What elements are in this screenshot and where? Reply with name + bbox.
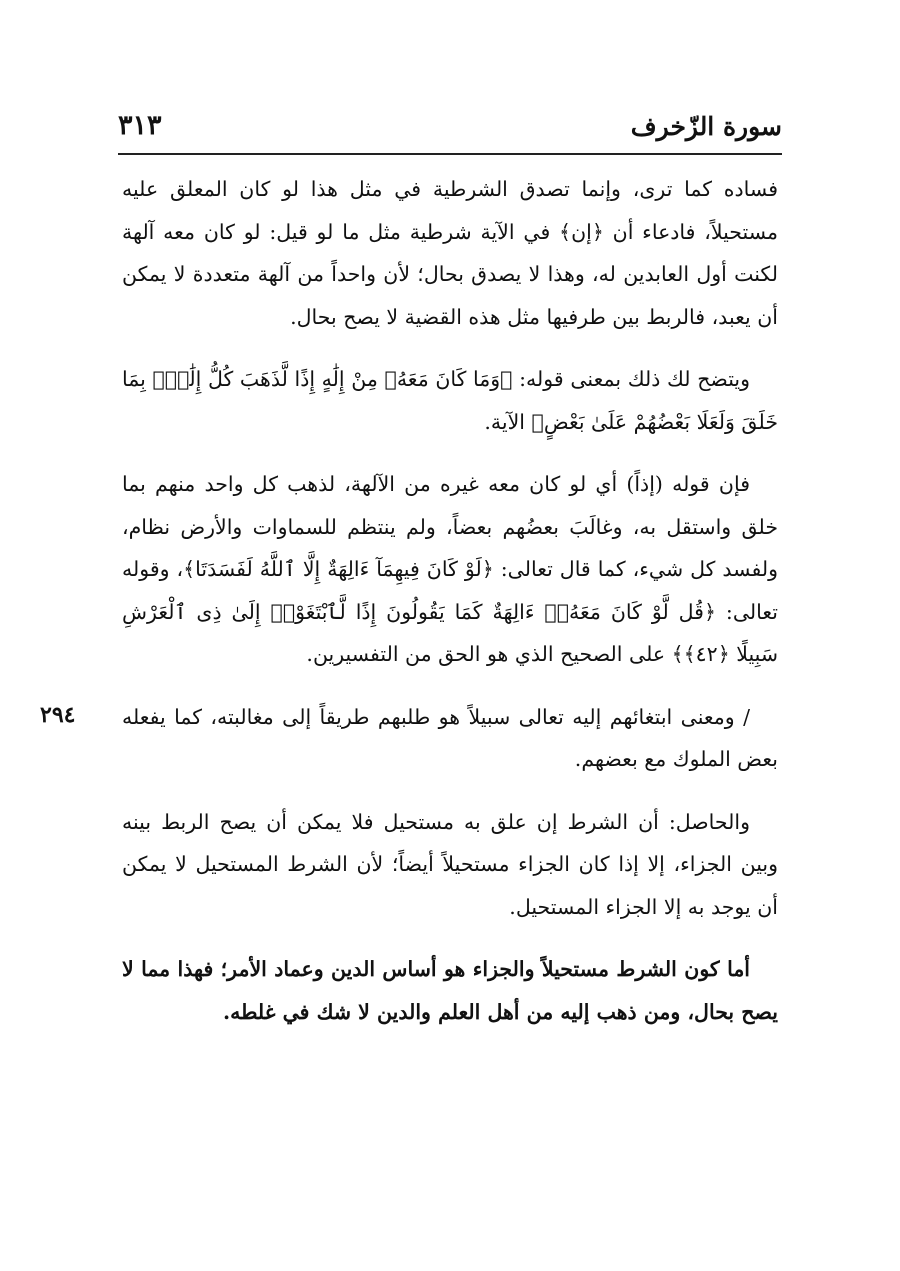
paragraph-1: فساده كما ترى، وإنما تصدق الشرطية في مثل هذا لو كان المعلق عليه مستحيلاً، فادعاء أن ﴿إن﴾ في الآية شرطية مثل ما لو قيل: لو كان معه آلهة لكنت أول العابدين له، وهذا لا يصدق بحال؛ لأن واحداً من آلهة متعددة لا يمكن أن يعبد، فالربط بين طرفيها مثل هذه القضية لا يصح بحال. [122,177,778,329]
paragraph-6: أما كون الشرط مستحيلاً والجزاء هو أساس الدين وعماد الأمر؛ فهذا مما لا يصح بحال، ومن ذهب إليه من أهل العلم والدين لا شك في غلطه. [122,957,778,1024]
header-rule [118,153,782,155]
paragraph-5: والحاصل: أن الشرط إن علق به مستحيل فلا يمكن أن يصح الربط بينه وبين الجزاء، إلا إذا كان الجزاء مستحيلاً أيضاً؛ لأن الشرط المستحيل لا يمكن أن يوجد به إلا الجزاء المستحيل. [122,809,778,919]
page-body [122,168,778,1053]
surah-title: سورة الزّخرف [630,112,782,141]
paragraph-2: ويتضح لك ذلك بمعنى قوله: ﴿وَمَا كَانَ مَعَهُۥ مِنْ إِلَٰهٍ إِذًا لَّذَهَبَ كُلُّ إِلَٰهٍۭ بِمَا خَلَقَ وَلَعَلَا بَعْضُهُمْ عَلَىٰ بَعْضٍ﴾ الآية. [122,367,778,434]
paragraph-4: / ومعنى ابتغائهم إليه تعالى سبيلاً هو طلبهم طريقاً إلى مغالبته، كما يفعله بعض الملوك مع بعضهم. [122,704,778,771]
paragraph-3: فإن قوله (إذاً) أي لو كان معه غيره من الآلهة، لذهب كل واحد منهم بما خلق واستقل به، وغالَبَ بعضُهم بعضاً، ولم ينتظم للسماوات والأرض نظام، ولفسد كل شيء، كما قال تعالى: ﴿لَوْ كَانَ فِيهِمَآ ءَالِهَةٌ إِلَّا ٱللَّهُ لَفَسَدَتَا﴾، وقوله تعالى: ﴿قُل لَّوْ كَانَ مَعَهُۥٓ ءَالِهَةٌ كَمَا يَقُولُونَ إِذًا لَّٱبْتَغَوْا۟ إِلَىٰ ذِى ٱلْعَرْشِ سَبِيلًا ﴿٤٢﴾﴾ على الصحيح الذي هو الحق من التفسيرين. [122,472,778,666]
margin-page-reference: ٢٩٤ [40,702,76,728]
page-number: ٣١٣ [118,110,162,141]
page-header [118,108,782,148]
